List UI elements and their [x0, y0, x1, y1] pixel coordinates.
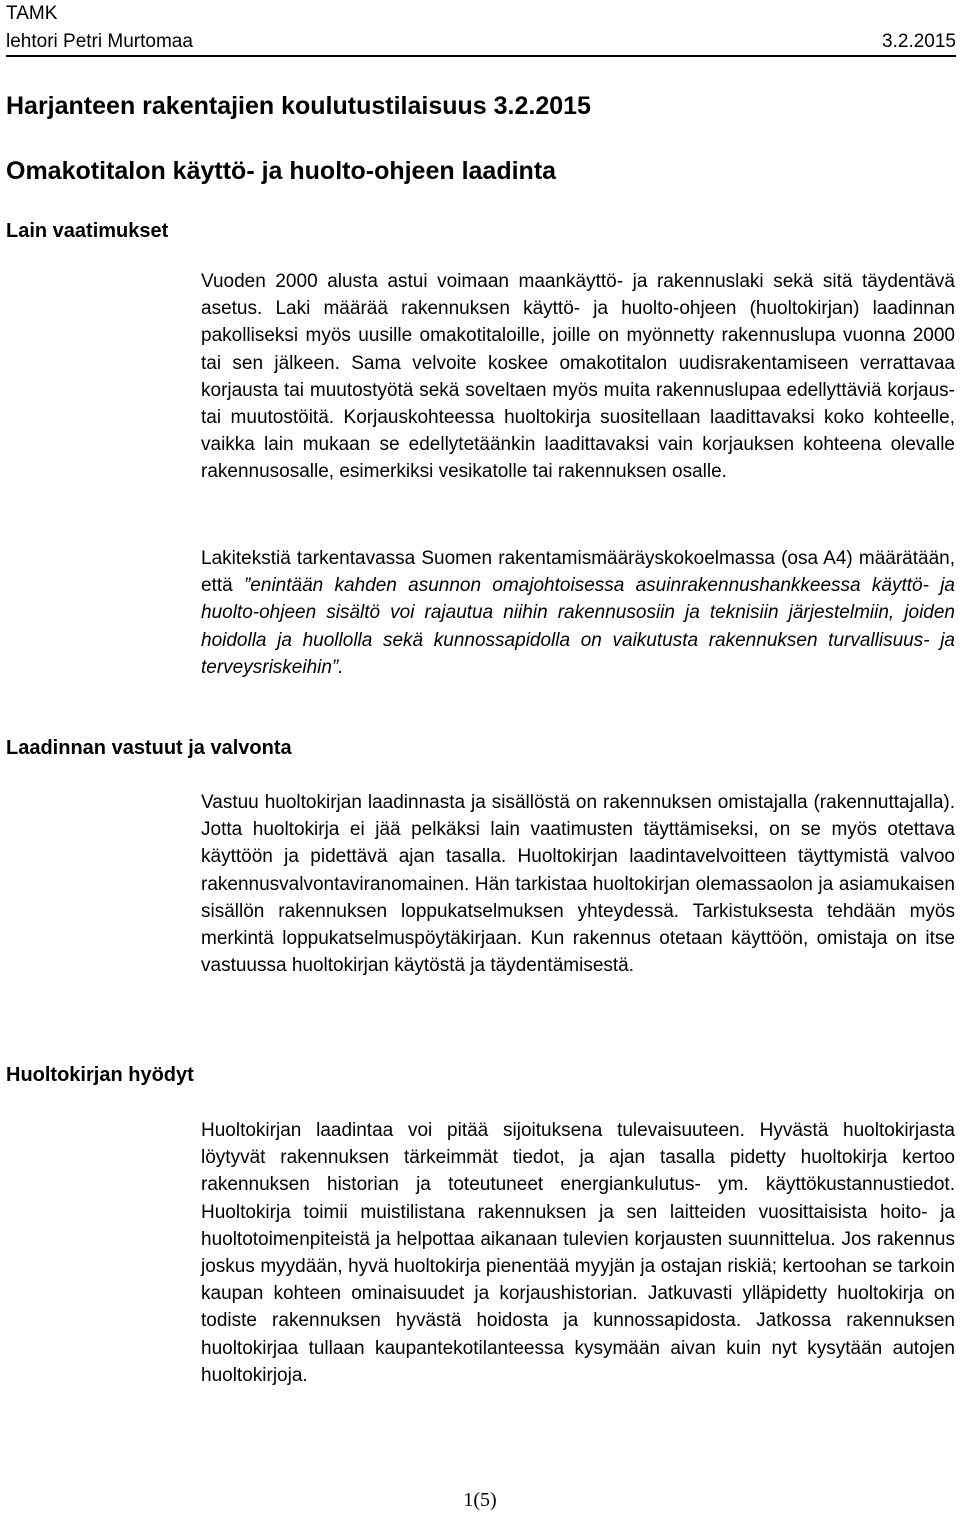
- page-number: 1(5): [463, 1489, 497, 1511]
- paragraph-intro-text: Lakitekstiä tarkentavassa Suomen rakentamismääräyskokoelmassa (osa A4) määrätään, että: [201, 548, 955, 597]
- section-heading-laadinnan-vastuut: Laadinnan vastuut ja valvonta: [6, 737, 292, 759]
- section-heading-lain-vaatimukset: Lain vaatimukset: [6, 220, 169, 242]
- header-row: [6, 28, 956, 56]
- page-header: [6, 0, 956, 56]
- document-subtitle: Omakotitalon käyttö- ja huolto-ohjeen laadinta: [6, 157, 557, 185]
- section-heading-huoltokirjan-hyodyt: Huoltokirjan hyödyt: [6, 1064, 194, 1086]
- regulation-quote-text: ”enintään kahden asunnon omajohtoisessa asuinrakennushankkeessa käyttö- ja huolto-ohjeen sisältö voi rajautua niihin rakennusosiin ja teknisiin järjestelmiin, joiden hoidolla ja huollolla sekä kunnossapidolla on vaikutusta rakennuksen turvallisuus- ja terveysriskeihin”.: [201, 575, 955, 678]
- header-date: 3.2.2015: [882, 31, 956, 52]
- header-author: lehtori Petri Murtomaa: [6, 31, 193, 52]
- section-paragraph-law-requirements: Vuoden 2000 alusta astui voimaan maankäyttö- ja rakennuslaki sekä sitä täydentävä asetus. Laki määrää rakennuksen käyttö- ja huolto-ohjeen (huoltokirjan) laadinnan pakolliseksi myös uusille omakotitaloille, joille on myönnetty rakennuslupa vuonna 2000 tai sen jälkeen. Sama velvoite koskee omakotitalon uudisrakentamiseen verrattavaa korjausta tai muutostyötä sekä soveltaen myös muita rakennuslupaa edellyttäviä korjaus- tai muutostöitä. Korjauskohteessa huoltokirja suositellaan laadittavaksi koko kohteelle, vaikka lain mukaan se edellytetäänkin laadittavaksi vain korjauksen kohteena olevalle rakennusosalle, esimerkiksi vesikatolle tai rakennuksen osalle.: [201, 271, 955, 483]
- section-paragraph-responsibilities: Vastuu huoltokirjan laadinnasta ja sisällöstä on rakennuksen omistajalla (rakennuttajalla). Jotta huoltokirja ei jää pelkäksi lain vaatimusten täyttämiseksi, on se myös otettava käyttöön ja pidettävä ajan tasalla. Huoltokirjan laadintavelvoitteen täyttymistä valvoo rakennusvalvontaviranomainen. Hän tarkistaa huoltokirjan olemassaolon ja asiamukaisen sisällön rakennuksen loppukatselmuksen yhteydessä. Tarkistuksesta tehdään myös merkintä loppukatselmuspöytäkirjaan. Kun rakennus otetaan käyttöön, omistaja on itse vastuussa huoltokirjan käytöstä ja täydentämisestä.: [201, 792, 955, 977]
- section-paragraph-benefits: Huoltokirjan laadintaa voi pitää sijoituksena tulevaisuuteen. Hyvästä huoltokirjasta löytyvät rakennuksen tärkeimmät tiedot, ja ajan tasalla pidetty huoltokirja kertoo rakennuksen historian ja toteutuneet energiankulutus- ym. käyttökustannustiedot. Huoltokirja toimii muistilistana rakennuksen ja sen laitteiden vuosittaisista hoito- ja huoltotoimenpiteistä ja helpottaa aikanaan tulevien korjausten suunnittelua. Jos rakennus joskus myydään, hyvä huoltokirja pienentää myyjän ja ostajan riskiä; kertoohan se tarkoin kaupan kohteen ominaisuudet ja korjaushistorian. Jatkuvasti ylläpidetty huoltokirja on todiste rakennuksen hyvästä hoidosta ja kunnossapidosta. Jatkossa rakennuksen huoltokirjaa tullaan kaupantekotilanteessa kysymään aivan kuin nyt kysytään autojen huoltokirjoja.: [201, 1120, 955, 1386]
- header-organization: TAMK: [6, 3, 58, 24]
- header-divider: [6, 55, 956, 57]
- document-title: Harjanteen rakentajien koulutustilaisuus 3.2.2015: [6, 92, 591, 120]
- section-paragraph-regulation-quote: [201, 545, 955, 681]
